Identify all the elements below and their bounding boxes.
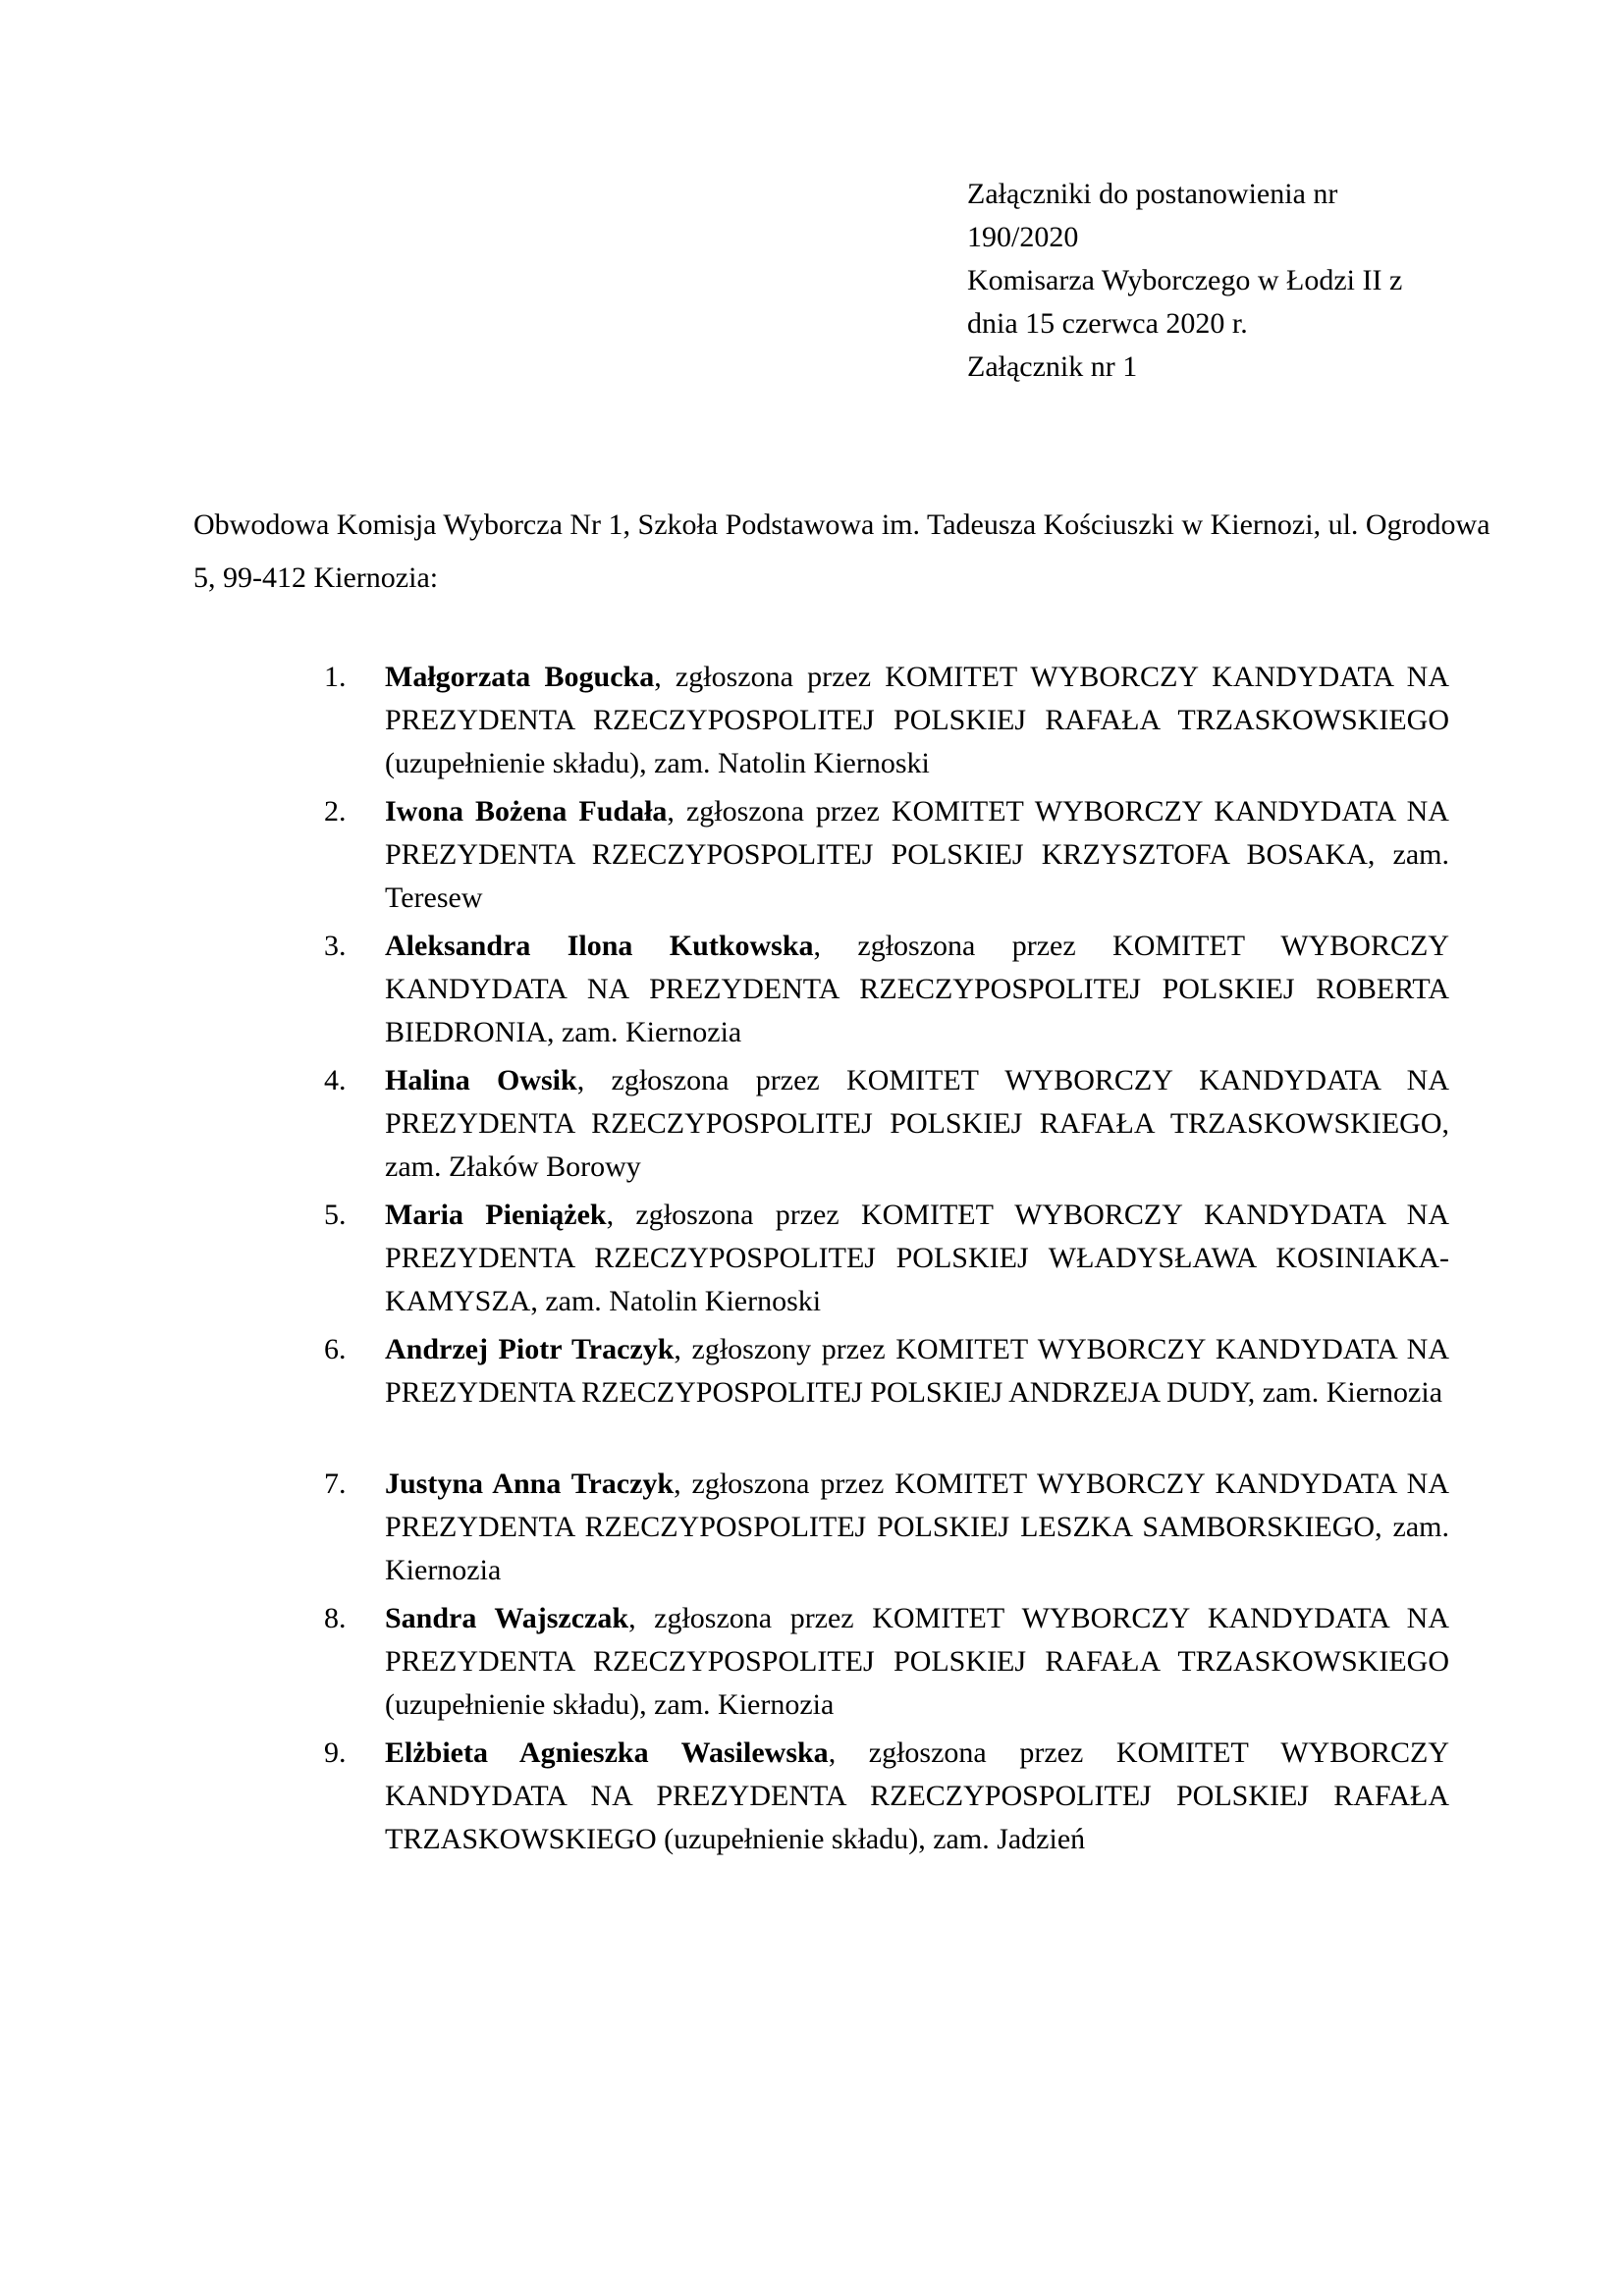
list-item bbox=[324, 1597, 1449, 1727]
member-name: Andrzej Piotr Traczyk bbox=[385, 1333, 675, 1365]
member-name: Małgorzata Bogucka bbox=[385, 661, 655, 693]
item-number: 6. bbox=[324, 1333, 347, 1365]
member-details: , zgłoszona przez KOMITET WYBORCZY KANDYDATA NA PREZYDENTA RZECZYPOSPOLITEJ POLSKIEJ RAFAŁA TRZASKOWSKIEGO (uzupełnienie składu), zam. Kiernozia bbox=[385, 1602, 1449, 1721]
member-name: Maria Pieniążek bbox=[385, 1199, 607, 1231]
member-name: Iwona Bożena Fudała bbox=[385, 795, 668, 828]
header-line: Załącznik nr 1 bbox=[967, 350, 1138, 383]
header-line: 190/2020 bbox=[967, 221, 1079, 253]
member-name: Aleksandra Ilona Kutkowska bbox=[385, 930, 814, 962]
list-item bbox=[324, 1328, 1449, 1458]
member-details: , zgłoszona przez KOMITET WYBORCZY KANDYDATA NA PREZYDENTA RZECZYPOSPOLITEJ POLSKIEJ ROBERTA BIEDRONIA, zam. Kiernozia bbox=[385, 930, 1449, 1048]
member-name: Elżbieta Agnieszka Wasilewska bbox=[385, 1736, 829, 1769]
list-item bbox=[324, 1059, 1449, 1189]
member-details: , zgłoszona przez KOMITET WYBORCZY KANDYDATA NA PREZYDENTA RZECZYPOSPOLITEJ POLSKIEJ KRZYSZTOFA BOSAKA, zam. Teresew bbox=[385, 795, 1449, 914]
attachment-header bbox=[967, 173, 1478, 389]
list-item bbox=[324, 925, 1449, 1054]
member-details: , zgłoszona przez KOMITET WYBORCZY KANDYDATA NA PREZYDENTA RZECZYPOSPOLITEJ POLSKIEJ LESZKA SAMBORSKIEGO, zam. Kiernozia bbox=[385, 1468, 1449, 1586]
item-number: 9. bbox=[324, 1736, 347, 1769]
member-name: Halina Owsik bbox=[385, 1064, 577, 1096]
member-details: , zgłoszona przez KOMITET WYBORCZY KANDYDATA NA PREZYDENTA RZECZYPOSPOLITEJ POLSKIEJ WŁADYSŁAWA KOSINIAKA-KAMYSZA, zam. Natolin Kiernoski bbox=[385, 1199, 1449, 1317]
list-item bbox=[324, 1194, 1449, 1323]
header-line: Komisarza Wyborczego w Łodzi II z bbox=[967, 264, 1403, 296]
commission-heading: Obwodowa Komisja Wyborcza Nr 1, Szkoła Podstawowa im. Tadeusza Kościuszki w Kiernozi, ul. Ogrodowa 5, 99-412 Kiernozia: bbox=[193, 508, 1490, 594]
item-number: 7. bbox=[324, 1468, 347, 1500]
member-name: Justyna Anna Traczyk bbox=[385, 1468, 675, 1500]
item-number: 3. bbox=[324, 930, 347, 962]
item-number: 2. bbox=[324, 795, 347, 828]
item-number: 5. bbox=[324, 1199, 347, 1231]
member-details: , zgłoszona przez KOMITET WYBORCZY KANDYDATA NA PREZYDENTA RZECZYPOSPOLITEJ POLSKIEJ RAFAŁA TRZASKOWSKIEGO (uzupełnienie składu), zam. Jadzień bbox=[385, 1736, 1449, 1855]
header-line: dnia 15 czerwca 2020 r. bbox=[967, 307, 1248, 340]
item-number: 4. bbox=[324, 1064, 347, 1096]
member-details: , zgłoszona przez KOMITET WYBORCZY KANDYDATA NA PREZYDENTA RZECZYPOSPOLITEJ POLSKIEJ RAFAŁA TRZASKOWSKIEGO (uzupełnienie składu), zam. Natolin Kiernoski bbox=[385, 661, 1449, 779]
member-details: , zgłoszony przez KOMITET WYBORCZY KANDYDATA NA PREZYDENTA RZECZYPOSPOLITEJ POLSKIEJ ANDRZEJA DUDY, zam. Kiernozia bbox=[385, 1333, 1449, 1409]
member-name: Sandra Wajszczak bbox=[385, 1602, 629, 1634]
header-line: Załączniki do postanowienia nr bbox=[967, 178, 1338, 210]
item-number: 1. bbox=[324, 661, 347, 693]
member-list bbox=[324, 656, 1449, 1866]
list-item bbox=[324, 1463, 1449, 1592]
item-number: 8. bbox=[324, 1602, 347, 1634]
list-item bbox=[324, 790, 1449, 920]
list-item bbox=[324, 1732, 1449, 1861]
member-details: , zgłoszona przez KOMITET WYBORCZY KANDYDATA NA PREZYDENTA RZECZYPOSPOLITEJ POLSKIEJ RAFAŁA TRZASKOWSKIEGO, zam. Złaków Borowy bbox=[385, 1064, 1449, 1183]
list-item bbox=[324, 656, 1449, 785]
